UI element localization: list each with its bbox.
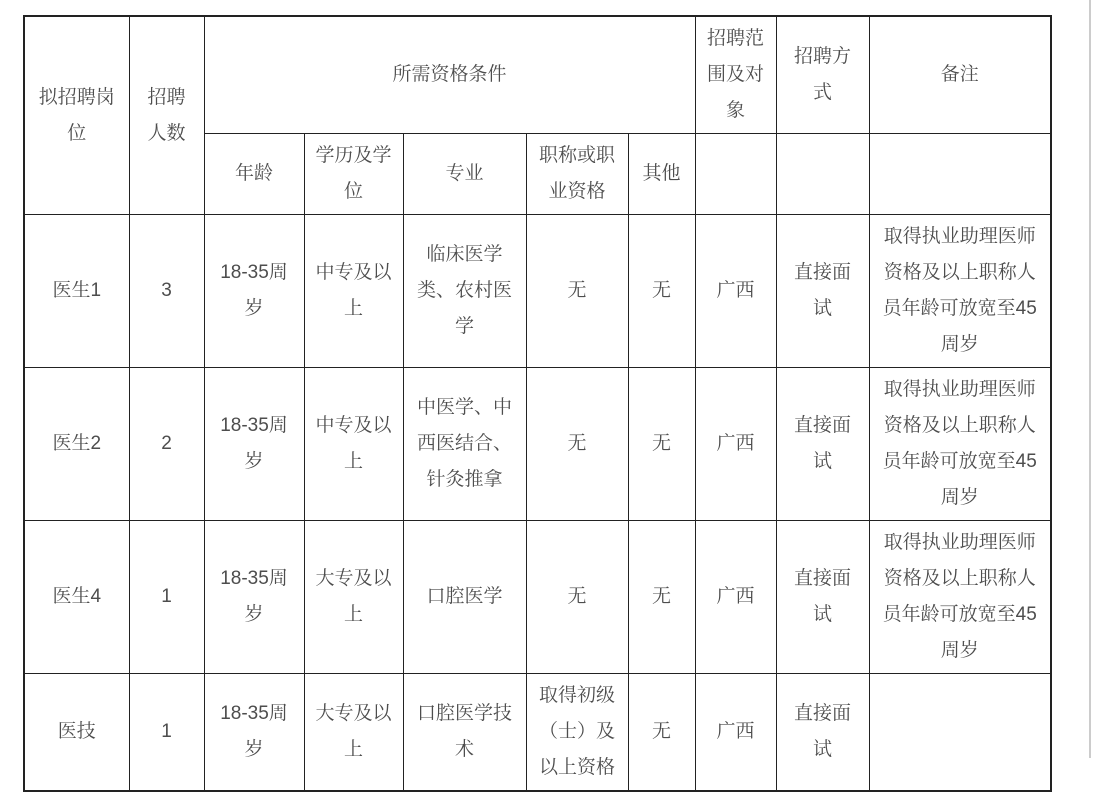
cell-headcount: 3 xyxy=(129,215,204,368)
header-remark: 备注 xyxy=(869,16,1051,134)
header-title-cert: 职称或职业资格 xyxy=(526,134,628,215)
table-row xyxy=(24,674,1051,792)
cell-scope: 广西 xyxy=(695,521,776,674)
cell-title-cert: 无 xyxy=(526,521,628,674)
cell-other: 无 xyxy=(628,674,695,792)
cell-education: 大专及以上 xyxy=(304,674,403,792)
cell-major: 中医学、中西医结合、针灸推拿 xyxy=(403,368,526,521)
header-scope-empty xyxy=(695,134,776,215)
cell-position: 医技 xyxy=(24,674,129,792)
cell-other: 无 xyxy=(628,215,695,368)
cell-major: 口腔医学技术 xyxy=(403,674,526,792)
cell-education: 中专及以上 xyxy=(304,368,403,521)
cell-major: 口腔医学 xyxy=(403,521,526,674)
cell-scope: 广西 xyxy=(695,674,776,792)
header-other: 其他 xyxy=(628,134,695,215)
cell-position: 医生4 xyxy=(24,521,129,674)
cell-remark: 取得执业助理医师资格及以上职称人员年龄可放宽至45周岁 xyxy=(869,215,1051,368)
header-scope: 招聘范围及对象 xyxy=(695,16,776,134)
cell-headcount: 2 xyxy=(129,368,204,521)
cell-other: 无 xyxy=(628,368,695,521)
header-method: 招聘方式 xyxy=(776,16,869,134)
cell-age: 18-35周岁 xyxy=(204,674,304,792)
cell-headcount: 1 xyxy=(129,521,204,674)
table-row xyxy=(24,368,1051,521)
table-row xyxy=(24,215,1051,368)
cell-method: 直接面试 xyxy=(776,215,869,368)
header-row-1 xyxy=(24,16,1051,134)
cell-scope: 广西 xyxy=(695,368,776,521)
cell-title-cert: 取得初级（士）及以上资格 xyxy=(526,674,628,792)
header-position: 拟招聘岗位 xyxy=(24,16,129,215)
header-major: 专业 xyxy=(403,134,526,215)
cell-method: 直接面试 xyxy=(776,674,869,792)
right-edge-divider xyxy=(1089,0,1091,758)
cell-major: 临床医学类、农村医学 xyxy=(403,215,526,368)
cell-headcount: 1 xyxy=(129,674,204,792)
cell-method: 直接面试 xyxy=(776,521,869,674)
cell-age: 18-35周岁 xyxy=(204,521,304,674)
cell-remark: 取得执业助理医师资格及以上职称人员年龄可放宽至45周岁 xyxy=(869,368,1051,521)
recruitment-table xyxy=(23,15,1052,792)
cell-age: 18-35周岁 xyxy=(204,368,304,521)
header-qualifications-group: 所需资格条件 xyxy=(204,16,695,134)
cell-other: 无 xyxy=(628,521,695,674)
cell-title-cert: 无 xyxy=(526,368,628,521)
header-remark-empty xyxy=(869,134,1051,215)
header-headcount: 招聘人数 xyxy=(129,16,204,215)
cell-age: 18-35周岁 xyxy=(204,215,304,368)
header-method-empty xyxy=(776,134,869,215)
cell-position: 医生1 xyxy=(24,215,129,368)
cell-remark: 取得执业助理医师资格及以上职称人员年龄可放宽至45周岁 xyxy=(869,521,1051,674)
header-age: 年龄 xyxy=(204,134,304,215)
table-row xyxy=(24,521,1051,674)
cell-education: 中专及以上 xyxy=(304,215,403,368)
cell-remark xyxy=(869,674,1051,792)
cell-title-cert: 无 xyxy=(526,215,628,368)
cell-method: 直接面试 xyxy=(776,368,869,521)
cell-education: 大专及以上 xyxy=(304,521,403,674)
cell-scope: 广西 xyxy=(695,215,776,368)
header-education: 学历及学位 xyxy=(304,134,403,215)
cell-position: 医生2 xyxy=(24,368,129,521)
